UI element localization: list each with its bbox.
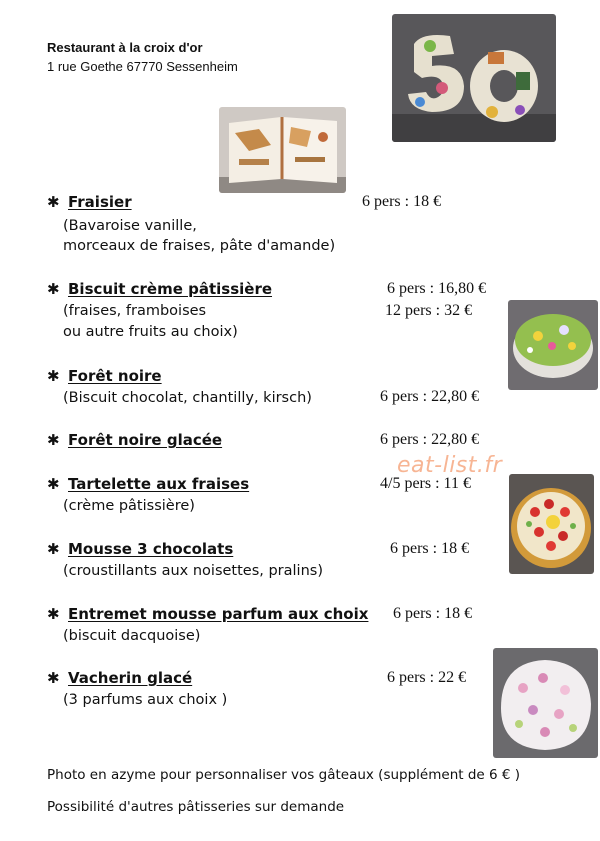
item-price: 6 pers : 18 € — [393, 605, 473, 622]
star-icon: ✱ — [47, 540, 60, 558]
item-name: Entremet mousse parfum aux choix — [68, 605, 369, 623]
star-icon: ✱ — [47, 367, 60, 385]
item-price: 6 pers : 16,80 € — [387, 280, 487, 297]
item-description: (3 parfums aux choix ) — [63, 692, 228, 708]
item-name: Forêt noire — [68, 367, 162, 385]
item-name: Tartelette aux fraises — [68, 475, 250, 493]
footer-note-azyme: Photo en azyme pour personnaliser vos gâteaux (supplément de 6 € ) — [47, 767, 521, 783]
item-description: ou autre fruits au choix) — [63, 324, 238, 340]
star-icon: ✱ — [47, 280, 60, 298]
photo-green-cake — [508, 300, 598, 390]
item-description: (Bavaroise vanille, — [63, 218, 197, 234]
item-price: 6 pers : 22,80 € — [380, 431, 480, 448]
item-description: (crème pâtissière) — [63, 498, 195, 514]
restaurant-name: Restaurant à la croix d'or — [47, 40, 203, 55]
item-description: (biscuit dacquoise) — [63, 628, 201, 644]
restaurant-header — [47, 38, 238, 76]
item-price: 6 pers : 18 € — [362, 193, 442, 210]
item-description: morceaux de fraises, pâte d'amande) — [63, 238, 336, 254]
photo-strawberry-tart — [509, 474, 594, 574]
star-icon: ✱ — [47, 193, 60, 211]
item-price: 4/5 pers : 11 € — [380, 475, 471, 492]
footer-note-other-pastries: Possibilité d'autres pâtisseries sur demande — [47, 799, 345, 815]
item-name: Biscuit crème pâtissière — [68, 280, 273, 298]
star-icon: ✱ — [47, 669, 60, 687]
item-price: 12 pers : 32 € — [385, 302, 473, 319]
item-description: (Biscuit chocolat, chantilly, kirsch) — [63, 390, 312, 406]
item-description: (croustillants aux noisettes, pralins) — [63, 563, 323, 579]
watermark-text: eat-list.fr — [397, 453, 503, 478]
item-name: Fraisier — [68, 193, 132, 211]
item-name: Mousse 3 chocolats — [68, 540, 234, 558]
photo-book-cake — [219, 107, 346, 193]
star-icon: ✱ — [47, 475, 60, 493]
item-price: 6 pers : 18 € — [390, 540, 470, 557]
item-name: Forêt noire glacée — [68, 431, 223, 449]
item-price: 6 pers : 22,80 € — [380, 388, 480, 405]
star-icon: ✱ — [47, 431, 60, 449]
item-description: (fraises, framboises — [63, 303, 207, 319]
star-icon: ✱ — [47, 605, 60, 623]
photo-number-cake — [392, 14, 556, 142]
item-price: 6 pers : 22 € — [387, 669, 467, 686]
restaurant-address: 1 rue Goethe 67770 Sessenheim — [47, 59, 238, 74]
photo-vacherin — [493, 648, 598, 758]
item-name: Vacherin glacé — [68, 669, 193, 687]
